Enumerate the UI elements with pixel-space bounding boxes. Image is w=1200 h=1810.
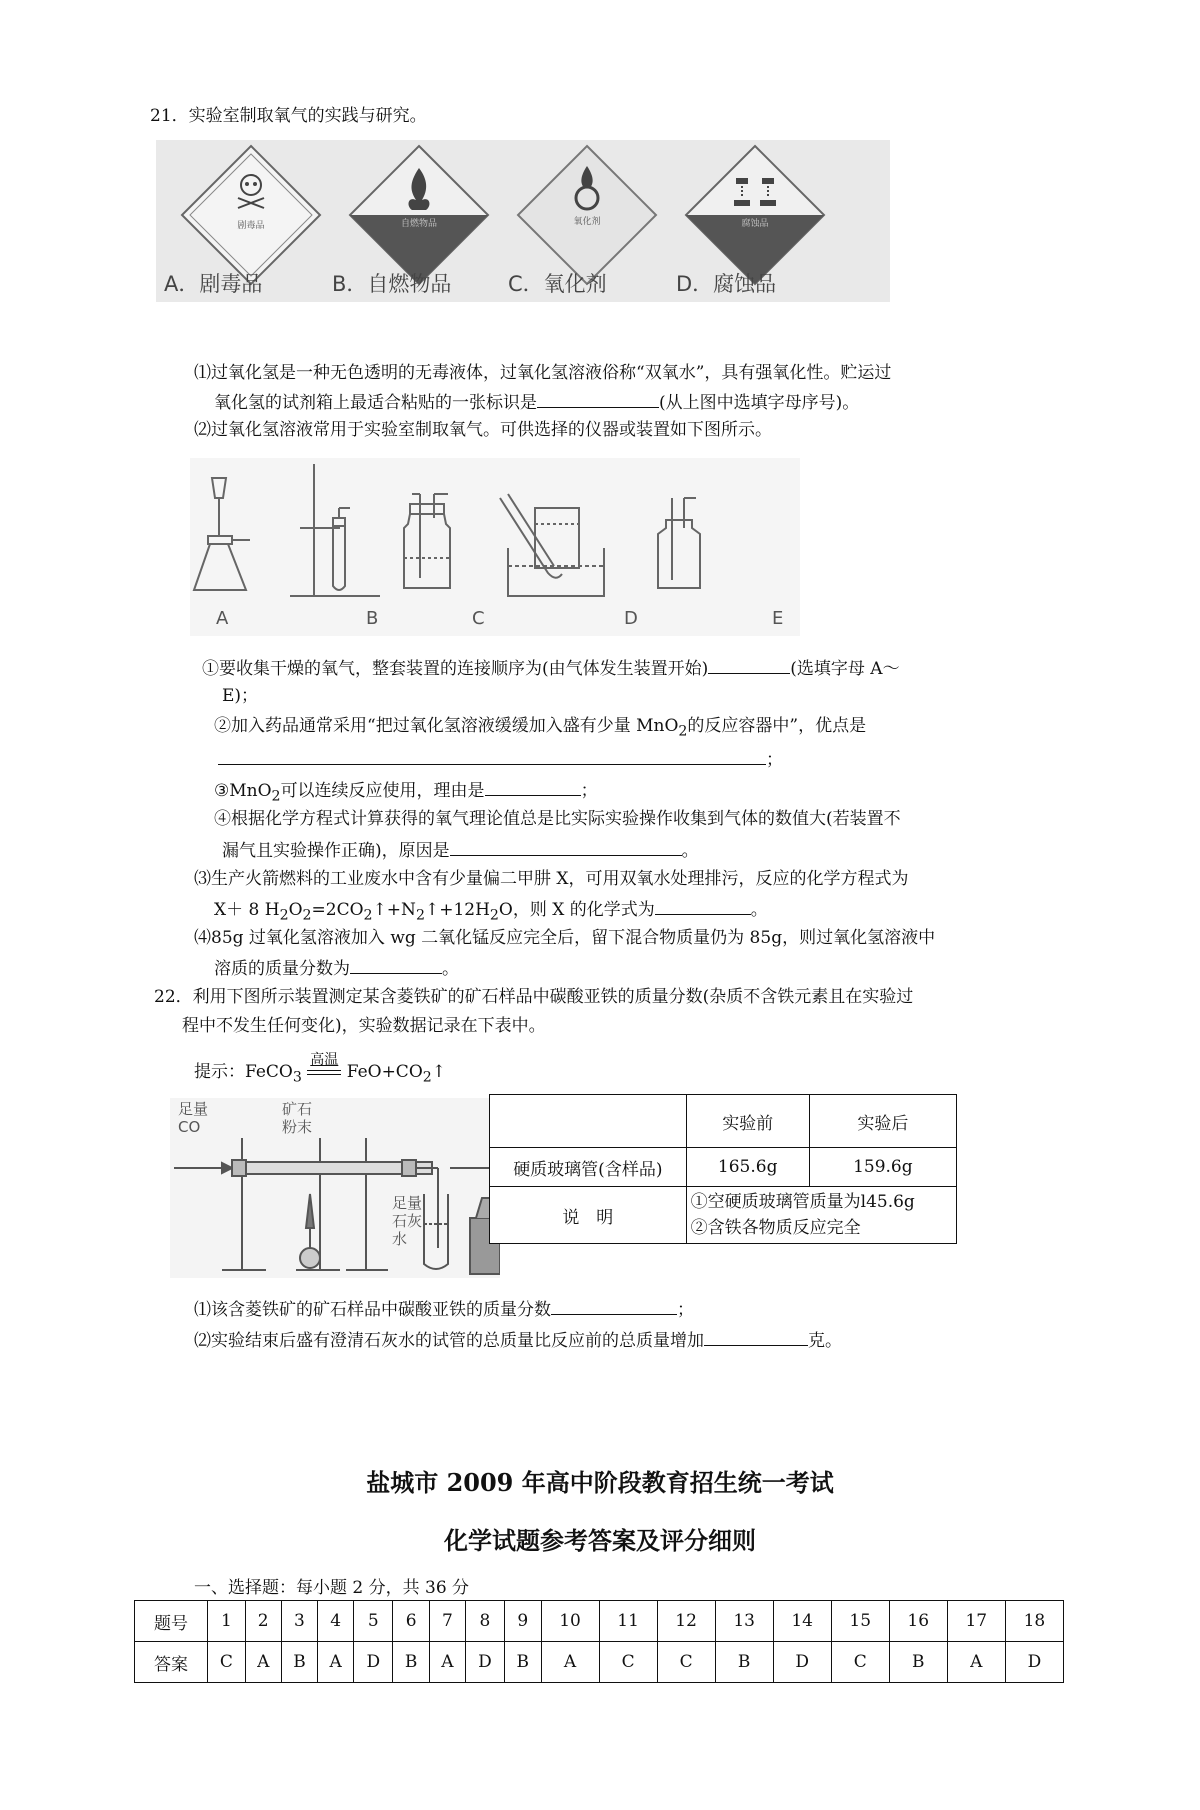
answer-blank-6[interactable] (655, 896, 751, 915)
q21-sub1-cont: E)； (222, 686, 259, 706)
answer-cell: B (889, 1642, 947, 1683)
answer-cell: A (947, 1642, 1005, 1683)
q21-sub1: ①要收集干燥的氧气，整套装置的连接顺序为(由气体发生装置开始) (选填字母 A～ (202, 655, 900, 681)
q21-sub4-line2: 漏气且实验操作正确)，原因是 。 (222, 837, 699, 863)
q21-sub2: ②加入药品通常采用“把过氧化氢溶液缓缓加入盛有少量 MnO$_2$的反应容器中”，优点是 (214, 716, 867, 740)
answer-title-2: 化学试题参考答案及评分细则 (444, 1526, 756, 1555)
question-number-cell: 17 (947, 1601, 1005, 1642)
question-number-cell: 2 (245, 1601, 281, 1642)
table-header-row (490, 1095, 957, 1148)
answer-cell: D (354, 1642, 393, 1683)
answer-blank-9[interactable] (704, 1327, 808, 1346)
question-number-cell: 1 (208, 1601, 246, 1642)
question-number-cell: 14 (773, 1601, 831, 1642)
answer-blank-4[interactable] (485, 777, 581, 796)
sign-c (518, 146, 656, 284)
apparatus-a (194, 478, 250, 590)
q22-line1: 22．利用下图所示装置测定某含菱铁矿的矿石样品中碳酸亚铁的质量分数(杂质不含铁元素且在实验过 (154, 987, 914, 1007)
q21-sub4-line1: ④根据化学方程式计算获得的氧气理论值总是比实际实验操作收集到气体的数值大(若装置不 (214, 809, 901, 829)
question-number-cell: 9 (505, 1601, 542, 1642)
answer-table (134, 1600, 1064, 1683)
label-ore: 矿石 粉末 (282, 1100, 313, 1136)
question-number-cell: 5 (354, 1601, 393, 1642)
sign-a-label: A．剧毒品 (164, 272, 263, 296)
table-note: ①空硬质玻璃管质量为l45.6g (690, 1192, 915, 1212)
question-number-cell: 16 (889, 1601, 947, 1642)
question-number-cell: 6 (393, 1601, 430, 1642)
answer-blank-2[interactable] (708, 655, 790, 674)
label-limewater: 足量 石灰 水 (392, 1194, 423, 1248)
table-note: ②含铁各物质反应完全 (690, 1218, 861, 1238)
apparatus-b (290, 464, 380, 596)
question-number-cell: 11 (599, 1601, 657, 1642)
table-cell: 说 明 (490, 1187, 687, 1244)
apparatus-label-c: C (472, 608, 485, 629)
answer-cell: A (318, 1642, 354, 1683)
answer-blank-3[interactable] (218, 746, 766, 765)
table-header-cell: 实验后 (809, 1095, 956, 1148)
answer-cell: C (208, 1642, 246, 1683)
sign-d-text: 腐蚀品 (741, 219, 769, 229)
table-notes-cell (686, 1187, 956, 1244)
q22-line2: 程中不发生任何变化)，实验数据记录在下表中。 (182, 1016, 546, 1036)
row-header: 答案 (135, 1642, 208, 1683)
reaction-condition: 高温 (307, 1060, 341, 1084)
answer-cell: A (541, 1642, 599, 1683)
sign-a (182, 146, 320, 284)
answer-cell: A (245, 1642, 281, 1683)
apparatus-label-d: D (624, 608, 638, 629)
q22-sub2: ⑵实验结束后盛有澄清石灰水的试管的总质量比反应前的总质量增加 克。 (194, 1327, 842, 1353)
answer-blank-8[interactable] (551, 1296, 677, 1315)
question-number-cell: 3 (281, 1601, 318, 1642)
sign-a-text: 剧毒品 (237, 221, 265, 231)
table-cell: 165.6g (686, 1148, 809, 1187)
q22-apparatus-svg (170, 1098, 500, 1278)
q22-sub1: ⑴该含菱铁矿的矿石样品中碳酸亚铁的质量分数 ； (194, 1296, 694, 1322)
answer-cell: B (281, 1642, 318, 1683)
apparatus-d (500, 494, 604, 596)
q21-part3-equation: X＋ 8 $H_2O_2=2CO_2↑+N_2↑+12H_2O$，则 X 的化学式为 。 (214, 896, 768, 927)
q21-sub2-answer-line: ； (218, 746, 783, 772)
sign-d-label: D．腐蚀品 (676, 272, 777, 296)
sign-b-text: 自燃物品 (400, 219, 438, 229)
answer-title-1-wrap (0, 1463, 1200, 1498)
answer-cell: C (599, 1642, 657, 1683)
q21-part4-line2: 溶质的质量分数为 。 (214, 955, 459, 981)
q22-apparatus-figure (170, 1098, 500, 1278)
answer-cell: C (657, 1642, 715, 1683)
q21-part2-intro: ⑵过氧化氢溶液常用于实验室制取氧气。可供选择的仪器或装置如下图所示。 (194, 420, 772, 440)
question-number-cell: 18 (1005, 1601, 1063, 1642)
answer-blank-5[interactable] (450, 837, 682, 856)
answer-title-2-wrap (0, 1521, 1200, 1556)
question-number-row (135, 1601, 1064, 1642)
table-header-cell: 实验前 (686, 1095, 809, 1148)
answer-cell: A (429, 1642, 465, 1683)
q22-data-table (489, 1094, 957, 1244)
answer-cell: B (505, 1642, 542, 1683)
sign-c-text: 氧化剂 (573, 217, 601, 227)
apparatus-e (658, 498, 700, 588)
answer-cell: C (831, 1642, 889, 1683)
q21-sub3: ③MnO$_2$可以连续反应使用，理由是 ； (214, 777, 598, 808)
q21-part3-line1: ⑶生产火箭燃料的工业废水中含有少量偏二甲肼 X，可用双氧水处理排污，反应的化学方程式为 (194, 869, 909, 889)
answer-title-1: 盐城市 2009 年高中阶段教育招生统一考试 (366, 1468, 834, 1497)
answer-cell: D (1005, 1642, 1063, 1683)
answer-blank-1[interactable] (537, 389, 659, 408)
table-header-cell (490, 1095, 687, 1148)
answer-cell: B (393, 1642, 430, 1683)
answer-row (135, 1642, 1064, 1683)
sign-b (350, 146, 488, 284)
table-row (490, 1148, 957, 1187)
question-number-cell: 10 (541, 1601, 599, 1642)
question-number-cell: 12 (657, 1601, 715, 1642)
answer-cell: D (465, 1642, 504, 1683)
question-number-cell: 8 (465, 1601, 504, 1642)
table-cell: 159.6g (809, 1148, 956, 1187)
q21-part1-line2: 氧化氢的试剂箱上最适合粘贴的一张标识是 (从上图中选填字母序号)。 (214, 389, 859, 415)
answer-cell: D (773, 1642, 831, 1683)
sign-d (686, 146, 824, 284)
apparatus-label-e: E (772, 608, 784, 629)
row-header: 题号 (135, 1601, 208, 1642)
q22-hint: 提示：FeCO$_3$ 高温 $FeO+CO_2↑$ (194, 1052, 447, 1086)
apparatus-figure (190, 458, 800, 636)
question-number-cell: 13 (715, 1601, 773, 1642)
question-number-cell: 4 (318, 1601, 354, 1642)
label-co: 足量 CO (178, 1100, 209, 1136)
apparatus-label-b: B (366, 608, 379, 629)
question-number-cell: 15 (831, 1601, 889, 1642)
table-cell: 硬质玻璃管(含样品) (490, 1148, 687, 1187)
q21-heading: 21．实验室制取氧气的实践与研究。 (150, 106, 427, 126)
sign-b-label: B．自燃物品 (332, 272, 452, 296)
q21-part4-line1: ⑷85g 过氧化氢溶液加入 wg 二氧化锰反应完全后，留下混合物质量仍为 85g，则过氧化氢溶液中 (194, 928, 936, 948)
answer-section-heading: 一、选择题：每小题 2 分，共 36 分 (194, 1578, 470, 1598)
question-number-cell: 7 (429, 1601, 465, 1642)
q21-part1-line1: ⑴过氧化氢是一种无色透明的无毒液体，过氧化氢溶液俗称“双氧水”，具有强氧化性。贮运过 (194, 363, 892, 383)
table-row (490, 1187, 957, 1244)
apparatus-svg (190, 458, 800, 636)
sign-c-label: C．氧化剂 (508, 272, 607, 296)
apparatus-c (404, 494, 450, 588)
answer-blank-7[interactable] (350, 955, 442, 974)
apparatus-label-a: A (216, 608, 229, 629)
hazard-signs-figure (156, 140, 890, 302)
answer-cell: B (715, 1642, 773, 1683)
